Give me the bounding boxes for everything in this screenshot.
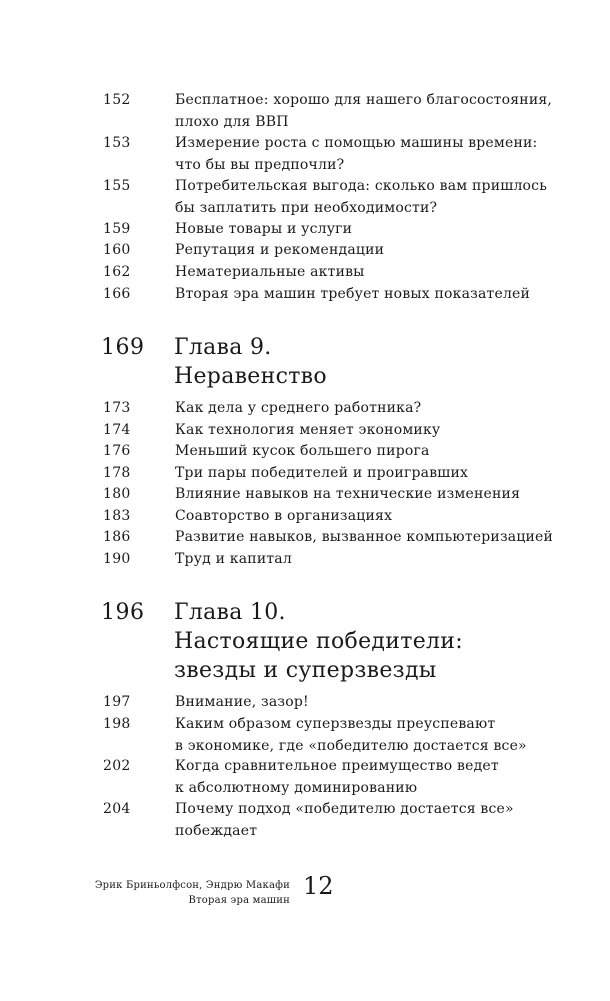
toc-page-number: 178 — [103, 465, 131, 481]
toc-page-number: 176 — [103, 443, 131, 459]
toc-title: Вторая эра машин требует новых показателей — [175, 286, 531, 302]
toc-page-number: 180 — [103, 486, 131, 502]
toc-page-number: 162 — [103, 264, 131, 280]
toc-title: Развитие навыков, вызванное компьютеризацией — [175, 529, 554, 545]
toc-page-number: 155 — [103, 178, 131, 194]
toc-title: Соавторство в организациях — [175, 508, 393, 524]
toc-page-number: 190 — [103, 551, 131, 567]
toc-page-number: 174 — [103, 422, 131, 438]
chapter-title: Глава 10. Настоящие победители: звезды и суперзвезды — [174, 600, 463, 683]
toc-page-number: 202 — [103, 758, 131, 774]
footer-author-title: Эрик Бриньолфсон, Эндрю Макафи Вторая эра машин — [94, 880, 290, 906]
toc-title: Почему подход «победителю достается все» побеждает — [175, 801, 514, 839]
toc-title: Влияние навыков на технические изменения — [175, 486, 521, 502]
chapter-page-number: 169 — [101, 335, 145, 360]
toc-page-number: 186 — [103, 529, 131, 545]
chapter-page-number: 196 — [101, 600, 145, 625]
toc-title: Бесплатное: хорошо для нашего благосостояния, плохо для ВВП — [175, 92, 553, 130]
toc-page-number: 183 — [103, 508, 131, 524]
toc-title: Меньший кусок большего пирога — [175, 443, 430, 459]
toc-page-number: 153 — [103, 135, 131, 151]
toc-title: Каким образом суперзвезды преуспевают в экономике, где «победителю достается все» — [175, 716, 527, 754]
toc-title: Труд и капитал — [175, 551, 292, 567]
toc-page-number: 166 — [103, 286, 131, 302]
toc-title: Нематериальные активы — [175, 264, 365, 280]
toc-page-number: 204 — [103, 801, 131, 817]
toc-title: Три пары победителей и проигравших — [175, 465, 469, 481]
toc-page-number: 152 — [103, 92, 131, 108]
page-number: 12 — [303, 872, 334, 900]
toc-page-number: 159 — [103, 221, 131, 237]
toc-title: Как дела у среднего работника? — [175, 400, 422, 416]
toc-title: Когда сравнительное преимущество ведет к абсолютному доминированию — [175, 758, 499, 796]
toc-page-number: 173 — [103, 400, 131, 416]
toc-title: Новые товары и услуги — [175, 221, 353, 237]
toc-title: Потребительская выгода: сколько вам пришлось бы заплатить при необходимости? — [175, 178, 548, 216]
toc-title: Внимание, зазор! — [175, 694, 309, 710]
toc-page-number: 197 — [103, 694, 131, 710]
toc-page-number: 198 — [103, 716, 131, 732]
toc-title: Репутация и рекомендации — [175, 242, 385, 258]
toc-page-number: 160 — [103, 242, 131, 258]
toc-title: Как технология меняет экономику — [175, 422, 441, 438]
toc-title: Измерение роста с помощью машины времени: что бы вы предпочли? — [175, 135, 538, 173]
chapter-title: Глава 9. Неравенство — [174, 335, 327, 389]
